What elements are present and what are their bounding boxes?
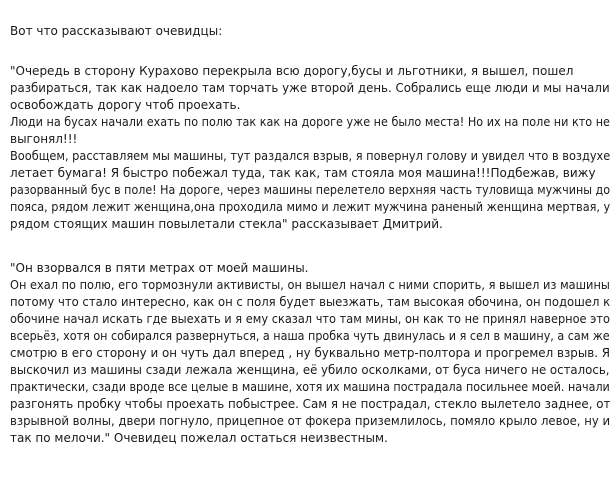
paragraph2-line: потому что стало интересно, как он с поля будет выезжать, там высокая обочина, он подошел к xyxy=(10,295,611,309)
paragraph1-line: рядом стоящих машин повылетали стекла" рассказывает Дмитрий. xyxy=(10,217,443,231)
paragraph1-line: "Очередь в сторону Курахово перекрыла всю дорогу,бусы и льготники, я вышел, пошел xyxy=(10,64,574,78)
paragraph2-line: Он ехал по полю, его тормознули активисты, он вышел начал с ними спорить, я вышел из машины xyxy=(10,278,610,292)
intro-line: Вот что рассказывают очевидцы: xyxy=(10,24,223,38)
paragraph1-line: Вообщем, расставляем мы машины, тут раздался взрыв, я повернул голову и увидел что в воздухе xyxy=(10,149,611,163)
paragraph2-line: выскочил из машины сзади лежала женщина, её убило осколками, от буса ничего не осталось, xyxy=(10,363,610,377)
paragraph1-line: летает бумага! Я быстро побежал туда, так как, там стояла моя машина!!!Подбежав, вижу xyxy=(10,166,596,180)
paragraph2-line: всерьёз, хотя он собирался развернуться, а наша пробка чуть двинулась и я сел в машину, а сам же xyxy=(10,329,610,343)
paragraph2-line: взрывной волны, двери погнуло, прицепное от фокера приземлилось, помяло крыло левое, ну и xyxy=(10,414,611,428)
paragraph1-line: разбираться, так как надоело там торчать уже второй день. Собрались еще люди и мы начали xyxy=(10,81,610,95)
paragraph2-line: разгонять пробку чтобы проехать побыстрее. Сам я не пострадал, стекло вылетело заднее, от xyxy=(10,397,611,411)
paragraph2-line: обочине начал искать где выехать и я ему сказал что там мины, он как то не принял наверное это xyxy=(10,312,611,326)
paragraph2-line: так по мелочи." Очевидец пожелал остаться неизвестным. xyxy=(10,431,388,445)
paragraph2-line: практически, сзади вроде все целые в машине, хотя их машина пострадала посильнее моей. начали xyxy=(10,380,610,394)
paragraph2-line: "Он взорвался в пяти метрах от моей машины. xyxy=(10,261,309,275)
paragraph1-line: разорванный бус в поле! На дороге, через машины перелетело верхняя часть туловища мужчины до xyxy=(10,183,611,197)
paragraph1-line: освобождать дорогу чтоб проехать. xyxy=(10,98,241,112)
paragraph2-line: смотрю в его сторону и он чуть дал вперед , ну буквально метр-полтора и прогремел взрыв. Я xyxy=(10,346,611,360)
paragraph1-line: Люди на бусах начали ехать по полю так как на дороге уже не было места! Но их на поле ни кто не xyxy=(10,115,610,129)
paragraph1-line: выгонял!!! xyxy=(10,132,78,146)
paragraph1-line: пояса, рядом лежит женщина,она проходила мимо и лежит мужчина раненый женщина мертвая, у xyxy=(10,200,611,214)
